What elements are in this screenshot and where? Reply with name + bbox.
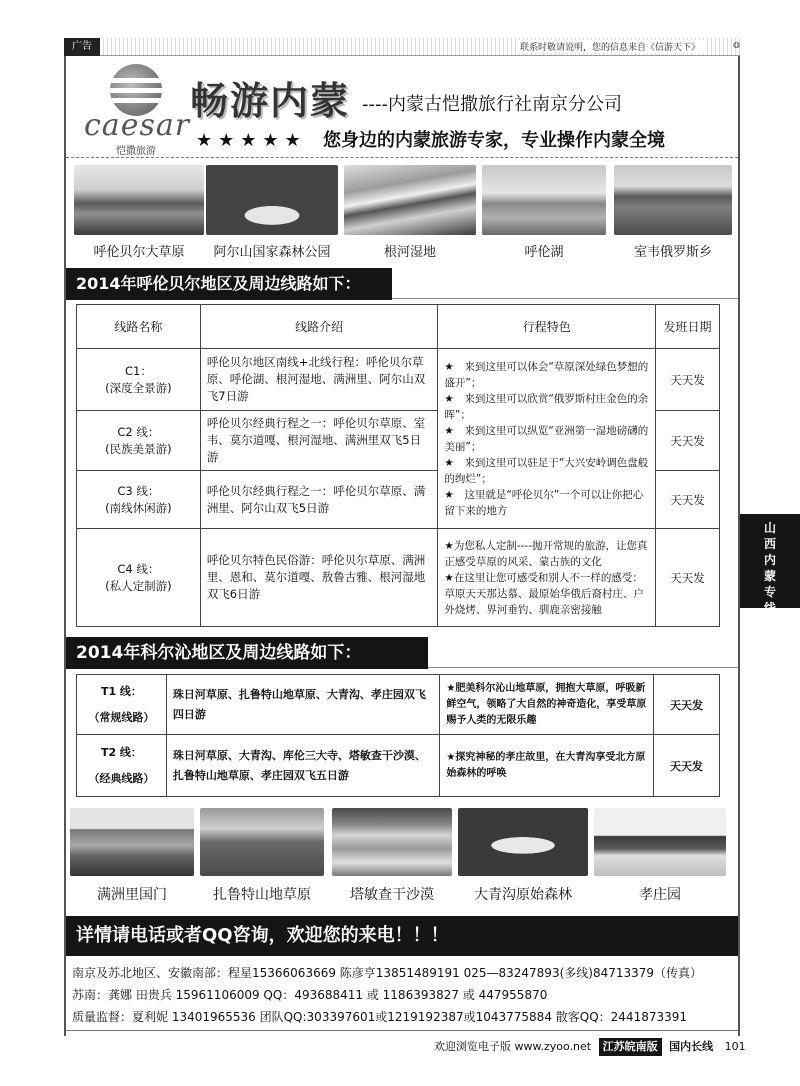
route-intro: 呼伦贝尔经典行程之一：呼伦贝尔草原、室韦、莫尔道嘎、根河湿地、满洲里双飞5日游 bbox=[200, 411, 438, 471]
route-name: C4 线： (私人定制游) bbox=[77, 529, 201, 627]
slogan: 您身边的内蒙旅游专家，专业操作内蒙全境 bbox=[322, 130, 665, 151]
photo-row-top: 呼伦贝尔大草原 阿尔山国家森林公园 根河湿地 呼伦湖 室韦俄罗斯乡 bbox=[70, 165, 734, 261]
photo-row-bottom: 满洲里国门 扎鲁特山地草原 塔敏查干沙漠 大青沟原始森林 孝庄园 bbox=[70, 808, 734, 908]
departure-date: 天天发 bbox=[656, 411, 720, 471]
route-intro: 呼伦贝尔特色民俗游：呼伦贝尔草原、满洲里、恩和、莫尔道嘎、敖鲁古雅、根河湿地双飞6日游 bbox=[200, 529, 438, 627]
departure-date: 天天发 bbox=[656, 471, 720, 529]
departure-date: 天天发 bbox=[656, 529, 720, 627]
call-to-action-banner: 详情请电话或者QQ咨询，欢迎您的来电！！！ bbox=[66, 916, 738, 956]
side-tab-shanxi-inner-mongolia: 山 西 内 蒙 专 线 bbox=[740, 514, 800, 608]
section-heading-hulunbuir: 2014年呼伦贝尔地区及周边线路如下： bbox=[66, 268, 392, 300]
route-intro: 呼伦贝尔地区南线+北线行程：呼伦贝尔草原、呼伦湖、根河湿地、满洲里、阿尔山双飞7日游 bbox=[200, 349, 438, 411]
contact-divider bbox=[66, 1030, 738, 1031]
section-rule bbox=[428, 667, 738, 668]
col-header: 发班日期 bbox=[656, 305, 720, 349]
logo-wordmark: caesar bbox=[84, 108, 191, 143]
table-row bbox=[77, 349, 720, 411]
slogan-line bbox=[196, 126, 665, 152]
contact-line: 质量监督：夏利妮 13401965536 团队QQ:303397601或1219192387或1043775884 散客QQ：2441873391 bbox=[72, 1010, 688, 1024]
col-header: 行程特色 bbox=[438, 305, 656, 349]
route-name: T2 线： （经典线路） bbox=[77, 735, 167, 797]
route-features: ★为您私人定制----抛开常规的旅游，让您真正感受草原的风采、蒙古族的文化 ★在这里让您可感受和别人不一样的感受：草原天天那达慕、最原始华俄后裔村庄、户外烧烤、界河垂钓、驯鹿亲密接触 bbox=[438, 529, 656, 627]
contact-line: 南京及苏北地区、安徽南部：程星15366063669 陈彦亨13851489191 025—83247893(多线)84713379（传真） bbox=[72, 966, 703, 980]
footer-section: 国内长线 bbox=[669, 1040, 714, 1053]
top-bar bbox=[64, 38, 740, 56]
page-number: 101 bbox=[724, 1040, 746, 1053]
route-name: C3 线： (南线休闲游) bbox=[77, 471, 201, 529]
table-row bbox=[77, 735, 720, 797]
route-features: ★肥美科尔沁山地草原，拥抱大草原，呼吸新鲜空气，领略了大自然的神奇造化，享受草原赐予人类的无限乐趣 bbox=[440, 675, 654, 735]
route-name: C1： (深度全景游) bbox=[77, 349, 201, 411]
header-divider bbox=[66, 157, 738, 158]
footer-website: 欢迎浏览电子版 www.zyoo.net bbox=[434, 1040, 592, 1053]
section-rule bbox=[392, 298, 738, 299]
contact-line: 苏南：龚娜 田贵兵 15961106009 QQ：493688411 或 1186393827 或 447955870 bbox=[72, 988, 548, 1002]
section-heading-horqin: 2014年科尔沁地区及周边线路如下： bbox=[66, 637, 428, 669]
col-header: 线路名称 bbox=[77, 305, 201, 349]
table-row bbox=[77, 675, 720, 735]
caesar-logo bbox=[84, 62, 191, 157]
table-row bbox=[77, 529, 720, 627]
route-name: C2 线： (民族美景游) bbox=[77, 411, 201, 471]
rating-stars: ★★★★★ bbox=[196, 130, 307, 151]
route-name: T1 线： （常规线路） bbox=[77, 675, 167, 735]
hulunbuir-routes-table bbox=[76, 304, 720, 627]
source-note: 联系时敬请说明，您的信息来自《信游天下》 bbox=[516, 40, 704, 53]
departure-date: 天天发 bbox=[654, 735, 720, 797]
route-features: ★ 来到这里可以体会“草原深处绿色梦想的盛开”； ★ 来到这里可以欣赏“俄罗斯村庄金色的余晖”； ★ 来到这里可以纵览“亚洲第一湿地磅礴的美丽”； ★ 来到这里可以驻足于“大兴安岭调色盘般的绚烂”； ★ 这里就是“呼伦贝尔”一个可以让你把心留下来的地方 bbox=[438, 349, 656, 529]
ad-tag: 广告 bbox=[64, 38, 100, 56]
edition-badge: 江苏皖南版 bbox=[599, 1038, 662, 1056]
route-features: ★探究神秘的孝庄故里，在大青沟享受北方原始森林的呼唤 bbox=[440, 735, 654, 797]
route-intro: 珠日河草原、扎鲁特山地草原、大青沟、孝庄园双飞四日游 bbox=[166, 675, 440, 735]
route-intro: 珠日河草原、大青沟、库伦三大寺、塔敏查干沙漠、扎鲁特山地草原、孝庄园双飞五日游 bbox=[166, 735, 440, 797]
brand-subtitle: ----内蒙古恺撒旅行社南京分公司 bbox=[362, 94, 622, 115]
horqin-routes-table bbox=[76, 674, 720, 797]
publication-logo-icon: ◍ bbox=[733, 40, 740, 49]
route-intro: 呼伦贝尔经典行程之一：呼伦贝尔草原、满洲里、阿尔山双飞5日游 bbox=[200, 471, 438, 529]
table-header-row bbox=[77, 305, 720, 349]
logo-subtext: 恺撒旅游 bbox=[116, 146, 156, 157]
col-header: 线路介绍 bbox=[200, 305, 438, 349]
departure-date: 天天发 bbox=[654, 675, 720, 735]
departure-date: 天天发 bbox=[656, 349, 720, 411]
brand-title: 畅游内蒙 bbox=[190, 79, 351, 123]
page-footer bbox=[430, 1038, 746, 1056]
